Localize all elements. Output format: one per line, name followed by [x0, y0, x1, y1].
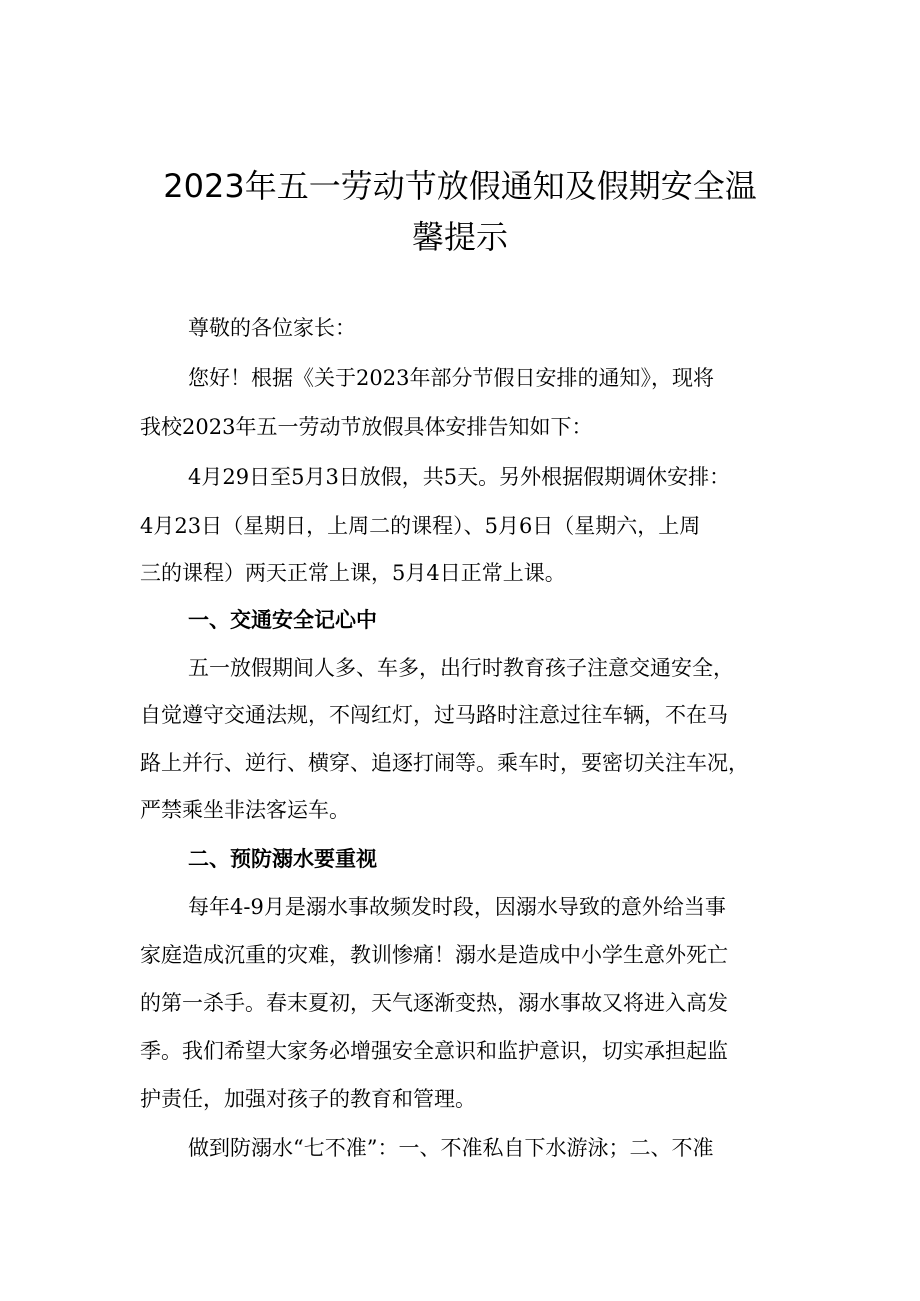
paragraph-line: 您好！根据《关于2023年部分节假日安排的通知》，现将: [188, 366, 714, 390]
paragraph-line: 4月23日（星期日，上周二的课程）、5月6日（星期六，上周: [140, 514, 701, 538]
paragraph-line: 五一放假期间人多、车多，出行时教育孩子注意交通安全，: [188, 656, 734, 680]
section-heading-drowning-prevention: 二、预防溺水要重视: [188, 847, 377, 871]
paragraph-line: 做到防溺水“七不准”：一、不准私自下水游泳；二、不准: [188, 1136, 714, 1160]
document-title-line-2: 馨提示: [411, 218, 508, 256]
salutation: 尊敬的各位家长：: [188, 316, 356, 340]
paragraph-line: 季。我们希望大家务必增强安全意识和监护意识，切实承担起监: [140, 1039, 728, 1063]
paragraph-line: 家庭造成沉重的灾难，教训惨痛！溺水是造成中小学生意外死亡: [140, 943, 728, 967]
section-heading-traffic-safety: 一、交通安全记心中: [188, 608, 377, 632]
paragraph-line: 严禁乘坐非法客运车。: [140, 798, 350, 822]
paragraph-line: 的第一杀手。春末夏初，天气逐渐变热，溺水事故又将进入高发: [140, 991, 728, 1015]
paragraph-line: 每年4-9月是溺水事故频发时段，因溺水导致的意外给当事: [188, 895, 726, 919]
paragraph-line: 护责任，加强对孩子的教育和管理。: [140, 1087, 476, 1111]
paragraph-line: 我校2023年五一劳动节放假具体安排告知如下：: [140, 415, 593, 439]
document-title-line-1: 2023年五一劳动节放假通知及假期安全温: [163, 167, 757, 205]
paragraph-line: 4月29日至5月3日放假，共5天。另外根据假期调休安排：: [188, 465, 731, 489]
paragraph-line: 自觉遵守交通法规，不闯红灯，过马路时注意过往车辆，不在马: [140, 703, 728, 727]
paragraph-line: 三的课程）两天正常上课，5月4日正常上课。: [140, 561, 566, 585]
paragraph-line: 路上并行、逆行、横穿、追逐打闹等。乘车时，要密切关注车况，: [140, 751, 749, 775]
